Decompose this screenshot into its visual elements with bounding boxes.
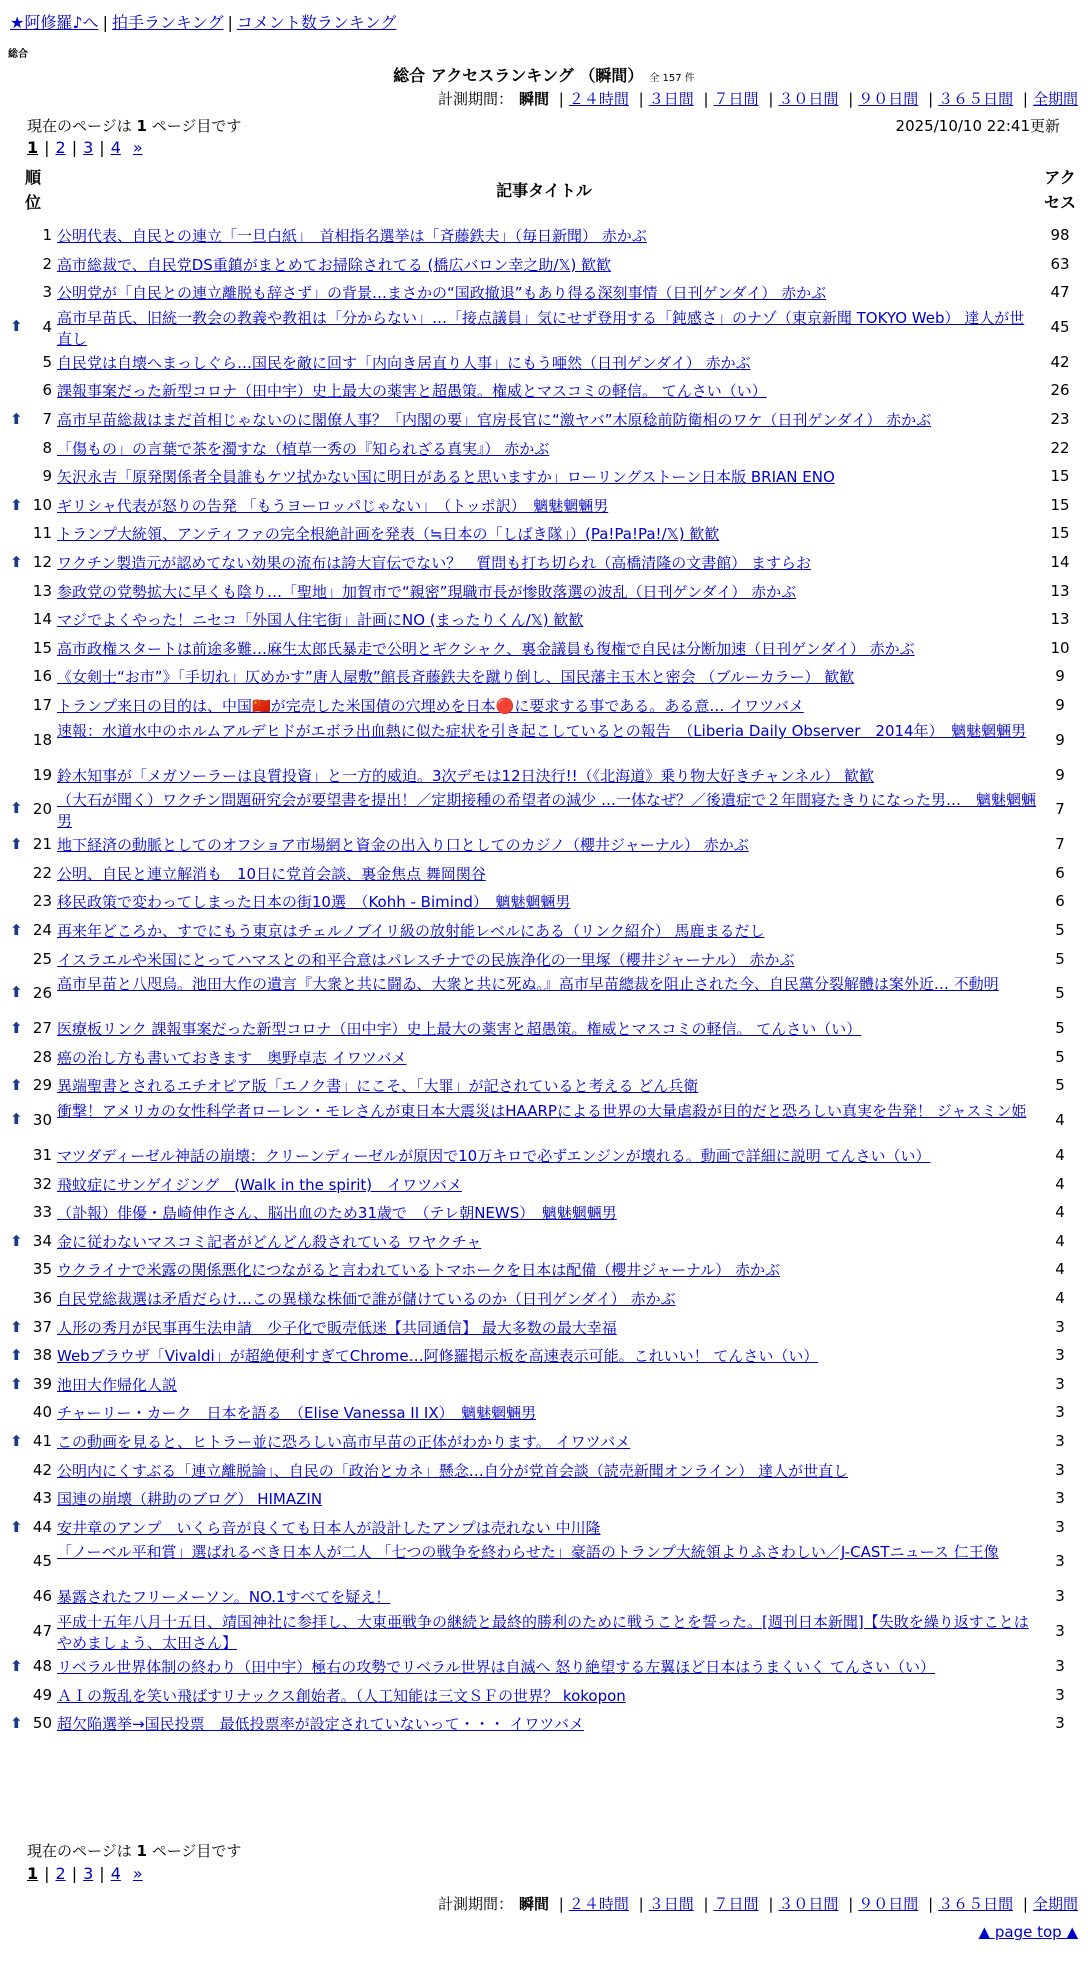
article-title-link[interactable]: 自民党は自壊へまっしぐら…国民を敵に回す「内向き居直り人事」にもう唖然（日刊ゲンダイ） 赤かぶ xyxy=(57,353,751,372)
access-count: 3 xyxy=(1055,1374,1065,1393)
period-label: 計測期間： xyxy=(437,90,513,108)
access-count: 9 xyxy=(1055,730,1065,749)
article-title-link[interactable]: 超欠陥選挙→国民投票 最低投票率が設定されていないって・・・ イワツバメ xyxy=(57,1715,585,1734)
rank-number: 32 xyxy=(32,1174,52,1193)
access-count: 3 xyxy=(1055,1622,1065,1640)
table-row xyxy=(0,251,1088,280)
up-arrow-icon: ⬆ xyxy=(10,316,23,335)
article-title-link[interactable]: 自民党総裁選は矛盾だらけ…この異様な株価で誰が儲けているのか（日刊ゲンダイ） 赤かぶ xyxy=(57,1290,676,1308)
article-title-link[interactable]: Webブラウザ「Vivaldi」が超絶便利すぎてChrome…阿修羅掲示板を高速表示可能。これいい！ てんさい（い） xyxy=(57,1347,819,1366)
period-option-30d[interactable]: ３０日間 xyxy=(778,1895,839,1913)
rank-number: 5 xyxy=(42,352,52,371)
rank-number: 9 xyxy=(42,467,52,486)
table-row xyxy=(0,692,1088,721)
access-count: 13 xyxy=(1050,581,1070,600)
rank-header: 順位 xyxy=(24,168,41,212)
access-count: 3 xyxy=(1055,1460,1065,1479)
article-title-link[interactable]: 癌の治し方も書いておきます 奥野卓志 イワツバメ xyxy=(57,1048,407,1067)
access-count: 10 xyxy=(1050,638,1070,657)
rank-number: 18 xyxy=(32,730,52,749)
rank-number: 43 xyxy=(32,1489,52,1508)
pager-next[interactable]: » xyxy=(132,1864,143,1883)
access-count: 6 xyxy=(1055,863,1065,882)
access-count: 7 xyxy=(1055,835,1065,854)
article-title-link[interactable]: イスラエルや米国にとってハマスとの和平合意はパレスチナでの民族浄化の一里塚（櫻井ジャーナル） 赤かぶ xyxy=(57,950,795,969)
period-selector-bottom: 計測期間： 瞬間 | ２４時間 | ３日間 | ７日間 | ３０日間 | ９０日間 | ３６５日間 | 全期間 xyxy=(437,1895,1078,1913)
table-row xyxy=(0,1199,1088,1228)
rank-number: 41 xyxy=(32,1432,52,1450)
rank-number: 12 xyxy=(32,553,52,571)
up-arrow-icon: ⬆ xyxy=(10,1317,23,1336)
up-arrow-icon: ⬆ xyxy=(10,1657,23,1675)
table-row xyxy=(0,1371,1088,1400)
period-option-all[interactable]: 全期間 xyxy=(1032,1895,1078,1913)
category-label: 総合 xyxy=(8,49,28,60)
rank-number: 45 xyxy=(32,1552,52,1571)
table-row xyxy=(0,917,1088,946)
period-option-90d[interactable]: ９０日間 xyxy=(858,90,919,108)
table-row xyxy=(0,1171,1088,1200)
rank-number: 22 xyxy=(32,863,52,882)
access-count: 3 xyxy=(1055,1657,1065,1675)
article-title-link[interactable]: 高市早苗と八咫烏。池田大作の遺言『大衆と共に闘ゐ、大衆と共に死ぬ。』高市早苗總裁を阻止された今、自民黨分裂解體は案外近… 不動明 xyxy=(57,975,999,994)
access-count: 3 xyxy=(1055,1346,1065,1365)
rank-number: 15 xyxy=(32,638,52,657)
table-row xyxy=(0,377,1088,406)
page-title xyxy=(0,63,1088,86)
period-option-365d[interactable]: ３６５日間 xyxy=(938,90,1014,108)
access-count: 5 xyxy=(1055,921,1065,939)
period-option-7d[interactable]: ７日間 xyxy=(713,90,759,108)
access-count: 26 xyxy=(1050,381,1070,400)
access-count: 4 xyxy=(1055,1203,1065,1222)
table-row xyxy=(0,1072,1088,1101)
article-title-link[interactable]: （訃報）俳優・島崎伸作さん、脳出血のため31歳で （テレ朝NEWS） 魑魅魍魎男 xyxy=(57,1204,617,1223)
rank-number: 49 xyxy=(32,1685,52,1704)
period-option-365d[interactable]: ３６５日間 xyxy=(938,1895,1014,1913)
article-title-link[interactable]: 飛蚊症にサンゲイジング (Walk in the spirit) イワツバメ xyxy=(57,1175,462,1194)
rank-number: 2 xyxy=(42,254,52,273)
table-row xyxy=(0,1142,1088,1171)
article-title-link[interactable]: 再来年どころか、すでにもう東京はチェルノブイリ級の放射能レベルにある（リンク紹介） 馬鹿まるだし xyxy=(57,922,765,940)
rank-number: 17 xyxy=(32,696,52,714)
period-current: 瞬間 xyxy=(518,90,549,108)
table-row xyxy=(0,1399,1088,1428)
rank-number: 46 xyxy=(32,1587,52,1606)
rank-number: 8 xyxy=(42,438,52,457)
rank-number: 10 xyxy=(32,495,52,514)
rank-number: 4 xyxy=(42,317,52,336)
access-count: 3 xyxy=(1055,1403,1065,1422)
access-count: 5 xyxy=(1055,949,1065,968)
rank-number: 25 xyxy=(32,949,52,968)
comment-ranking-link[interactable]: コメント数ランキング xyxy=(236,13,397,32)
table-row xyxy=(0,860,1088,889)
rank-number: 11 xyxy=(32,524,52,543)
period-option-90d[interactable]: ９０日間 xyxy=(858,1895,919,1913)
table-row xyxy=(0,790,1088,831)
rank-number: 35 xyxy=(32,1260,52,1279)
table-row xyxy=(0,549,1088,578)
rank-number: 38 xyxy=(32,1346,52,1365)
access-count: 9 xyxy=(1055,765,1065,784)
table-row xyxy=(0,1542,1088,1583)
pager-page-3[interactable]: 3 xyxy=(83,138,94,157)
article-title-link[interactable]: 速報：水道水中のホルムアルデヒドがエボラ出血熱に似た症状を引き起こしているとの報告 （Liberia Daily Observer 2014年） 魑魅魍魎男 xyxy=(57,721,1027,740)
up-arrow-icon: ⬆ xyxy=(10,921,23,939)
access-count: 15 xyxy=(1050,467,1070,486)
table-row xyxy=(0,721,1088,762)
article-title-link[interactable]: 矢沢永吉「原発関係者全員誰もケツ拭かない国に明日があると思いますか」ローリングストーン日本版 BRIAN ENO xyxy=(57,468,835,487)
rank-number: 44 xyxy=(32,1517,52,1536)
period-option-24h[interactable]: ２４時間 xyxy=(568,90,629,108)
access-count: 6 xyxy=(1055,892,1065,911)
pager-current[interactable]: 1 xyxy=(27,1864,39,1883)
table-row xyxy=(0,1612,1088,1653)
table-row xyxy=(0,279,1088,308)
rank-number: 33 xyxy=(32,1203,52,1222)
access-count: 14 xyxy=(1050,553,1070,571)
rank-number: 42 xyxy=(32,1460,52,1479)
up-arrow-icon: ⬆ xyxy=(10,983,23,1002)
access-count: 4 xyxy=(1055,1146,1065,1164)
rank-number: 14 xyxy=(32,610,52,629)
article-title-link[interactable]: マジでよくやった！ニセコ「外国人住宅街」計画にNO (まったりくん/𝕏) 歓歓 xyxy=(57,611,584,630)
home-link[interactable]: ★阿修羅♪へ xyxy=(10,13,99,32)
period-option-30d[interactable]: ３０日間 xyxy=(778,90,839,108)
article-title-link[interactable]: 国連の崩壊（耕助のブログ） HIMAZIN xyxy=(57,1490,323,1509)
access-count: 3 xyxy=(1055,1432,1065,1450)
updated-timestamp: 2025/10/10 22:41更新 xyxy=(895,117,1060,135)
article-title-link[interactable]: 公明、自民と連立解消も 10日に党首会談、裏金焦点 舞岡関谷 xyxy=(57,864,486,883)
table-row xyxy=(0,349,1088,378)
pager-page-3[interactable]: 3 xyxy=(83,1864,94,1883)
current-page-text: 現在のページは xyxy=(27,1842,132,1860)
rank-number: 24 xyxy=(32,921,52,939)
table-row xyxy=(0,1514,1088,1543)
article-title-link[interactable]: ウクライナで米露の関係悪化につながると言われているトマホークを日本は配備（櫻井ジャーナル） 赤かぶ xyxy=(57,1261,780,1280)
rank-number: 40 xyxy=(32,1403,52,1422)
access-count: 3 xyxy=(1055,1714,1065,1733)
access-count: 63 xyxy=(1050,254,1070,273)
current-page-text: 現在のページは xyxy=(27,117,132,135)
table-row xyxy=(0,463,1088,492)
up-arrow-icon: ⬆ xyxy=(10,495,23,514)
table-row xyxy=(0,606,1088,635)
title-header: 記事タイトル xyxy=(496,181,592,200)
table-row xyxy=(0,1653,1088,1682)
rank-number: 26 xyxy=(32,984,52,1003)
current-page-number: 1 xyxy=(136,117,147,135)
rank-number: 3 xyxy=(42,283,52,302)
pager-bottom: 1 | 2 | 3 | 4 » xyxy=(27,1864,143,1883)
access-header: アクセス xyxy=(1043,168,1076,212)
article-title-link[interactable]: 高市総裁で、自民党DS重鎮がまとめてお掃除されてる (橋広バロン幸之助/𝕏) 歓歓 xyxy=(57,255,612,274)
up-arrow-icon: ⬆ xyxy=(10,1231,23,1250)
article-title-link[interactable]: 暴露されたフリーメーソン。NO.1すべてを疑え！ xyxy=(57,1588,391,1607)
article-title-link[interactable]: 衝撃！アメリカの女性科学者ローレン・モレさんが東日本大震災はHAARPによる世界の大量虐殺が目的だと恐ろしい真実を告発！ ジャスミン姫 xyxy=(57,1102,1027,1120)
article-title-link[interactable]: 池田大作帰化人説 xyxy=(57,1375,178,1394)
up-arrow-icon: ⬆ xyxy=(10,1374,23,1393)
rank-number: 36 xyxy=(32,1289,52,1307)
rank-number: 27 xyxy=(32,1019,52,1038)
article-title-link[interactable]: ＡＩの叛乱を笑い飛ばすリナックス創始者。（人工知能は三文ＳＦの世界？ kokopon xyxy=(57,1686,626,1705)
table-row xyxy=(0,663,1088,692)
rank-number: 6 xyxy=(42,381,52,400)
access-count: 7 xyxy=(1055,800,1065,819)
access-count: 42 xyxy=(1050,352,1070,371)
up-arrow-icon: ⬆ xyxy=(10,835,23,854)
access-count: 5 xyxy=(1055,1019,1065,1038)
up-arrow-icon: ⬆ xyxy=(10,1517,23,1536)
rank-number: 21 xyxy=(32,835,52,854)
article-title-link[interactable]: マツダディーゼル神話の崩壊：クリーンディーゼルが原因で10万キロで必ずエンジンが壊れる。動画で詳細に説明 てんさい（い） xyxy=(57,1147,931,1165)
period-current: 瞬間 xyxy=(518,1895,549,1913)
access-count: 4 xyxy=(1055,1111,1065,1129)
article-title-link[interactable]: 《女剣士“お市”》「手切れ」仄めかす”唐人屋敷”館長斉藤鉄夫を蹴り倒し、国民藩主玉木と密会 （ブルーカラー） 歓歓 xyxy=(57,668,855,687)
access-count: 15 xyxy=(1050,524,1070,543)
access-count: 3 xyxy=(1055,1552,1065,1571)
top-nav: ★阿修羅♪へ | 拍手ランキング | コメント数ランキング xyxy=(10,13,397,32)
table-row xyxy=(0,520,1088,549)
access-count: 98 xyxy=(1050,226,1070,244)
current-page-suffix: ページ目です xyxy=(151,117,242,135)
article-title-link[interactable]: 医療板リンク 課報事案だった新型コロナ（田中宇）史上最大の薬害と超愚策。権威とマスコミの軽信。 てんさい（い） xyxy=(57,1020,862,1039)
access-count: 9 xyxy=(1055,667,1065,686)
access-count: 5 xyxy=(1055,1076,1065,1095)
table-row xyxy=(0,1342,1088,1371)
article-title-link[interactable]: 課報事案だった新型コロナ（田中宇）史上最大の薬害と超愚策。権威とマスコミの軽信。 てんさい（い） xyxy=(57,382,767,401)
rank-number: 39 xyxy=(32,1374,52,1393)
table-row xyxy=(0,406,1088,435)
article-title-link[interactable]: ワクチン製造元が認めてない効果の流布は誇大盲伝でない？ 質問も打ち切られ（高橋清隆の文書館） ますらお xyxy=(57,554,812,572)
article-title-link[interactable]: 異端聖書とされるエチオピア版「エノク書」にこそ、「大罪」が記されていると考える どん兵衛 xyxy=(57,1077,699,1096)
access-count: 5 xyxy=(1055,984,1065,1003)
access-count: 3 xyxy=(1055,1517,1065,1536)
article-title-link[interactable]: トランプ大統領、アンティファの完全根絶計画を発表（≒日本の「しばき隊」）(Pa!Pa!Pa!/𝕏) 歓歓 xyxy=(57,525,720,544)
access-count: 4 xyxy=(1055,1174,1065,1193)
article-title-link[interactable]: チャーリー・カーク 日本を語る （Elise Vanessa II IX） 魑魅魍魎男 xyxy=(57,1404,537,1423)
up-arrow-icon: ⬆ xyxy=(10,1019,23,1038)
pager-page-2[interactable]: 2 xyxy=(55,1864,66,1883)
current-page-info xyxy=(27,115,241,136)
article-title-link[interactable]: この動画を見ると、ヒトラー並に恐ろしい高市早苗の正体がわかります。 イワツバメ xyxy=(57,1433,631,1451)
pager-current[interactable]: 1 xyxy=(27,138,39,157)
article-title-link[interactable]: 参政党の党勢拡大に早くも陰り…「聖地」加賀市で“親密”現職市長が惨敗落選の波乱（日刊ゲンダイ） 赤かぶ xyxy=(57,582,797,601)
up-arrow-icon: ⬆ xyxy=(10,799,23,818)
up-arrow-icon: ⬆ xyxy=(10,410,23,428)
access-count: 47 xyxy=(1050,283,1070,302)
period-label: 計測期間： xyxy=(437,1895,513,1913)
table-row xyxy=(0,578,1088,607)
article-title-link[interactable]: 「傷もの」の言葉で茶を濁すな（植草一秀の『知られざる真実』） 赤かぶ xyxy=(57,439,550,458)
rank-number: 29 xyxy=(32,1076,52,1095)
table-row xyxy=(0,1285,1088,1314)
rank-number: 30 xyxy=(32,1111,52,1129)
period-option-3d[interactable]: ３日間 xyxy=(648,1895,694,1913)
table-row xyxy=(0,1101,1088,1142)
table-row xyxy=(0,974,1088,1015)
rank-number: 16 xyxy=(32,667,52,686)
rank-number: 19 xyxy=(32,765,52,784)
period-selector-top: 計測期間： 瞬間 | ２４時間 | ３日間 | ７日間 | ３０日間 | ９０日間 | ３６５日間 | 全期間 xyxy=(437,90,1078,108)
article-title-link[interactable]: 平成十五年八月十五日、靖国神社に参拝し、大東亜戦争の継続と最終的勝利のために戦うことを誓った。[週刊日本新聞]【失敗を繰り返すことはやめましょう、太田さん】 xyxy=(57,1613,1029,1652)
access-count: 3 xyxy=(1055,1317,1065,1336)
table-row xyxy=(0,1314,1088,1343)
access-count: 4 xyxy=(1055,1260,1065,1279)
article-title-link[interactable]: ギリシャ代表が怒りの告発 「もうヨーロッパじゃない」 （トッポ訳） 魑魅魍魎男 xyxy=(57,496,609,515)
table-row xyxy=(0,635,1088,664)
article-title-link[interactable]: 高市早苗総裁はまだ首相じゃないのに閣僚人事？「内閣の要」官房長官に“激ヤバ”木原稔前防衛相のワケ（日刊ゲンダイ） 赤かぶ xyxy=(57,411,932,429)
article-title-link[interactable]: 公明党が「自民との連立離脱も辞さず」の背景…まさかの“国政撤退”もあり得る深刻事情（日刊ゲンダイ） 赤かぶ xyxy=(57,284,827,303)
rank-number: 7 xyxy=(42,410,52,428)
page-title-text: 総合 アクセスランキング （瞬間） xyxy=(393,66,644,85)
table-row xyxy=(0,1428,1088,1457)
article-title-link[interactable]: 高市政権スタートは前途多難…麻生太郎氏暴走で公明とギクシャク、裏金議員も復権で自民は分断加速（日刊ゲンダイ） 赤かぶ xyxy=(57,639,915,658)
pager-next[interactable]: » xyxy=(132,138,143,157)
table-row xyxy=(0,1228,1088,1257)
table-row xyxy=(0,492,1088,521)
access-count: 45 xyxy=(1050,317,1070,336)
period-option-3d[interactable]: ３日間 xyxy=(648,90,694,108)
table-row xyxy=(0,1256,1088,1285)
period-option-24h[interactable]: ２４時間 xyxy=(568,1895,629,1913)
access-count: 13 xyxy=(1050,610,1070,629)
table-row xyxy=(0,435,1088,464)
article-title-link[interactable]: 人形の秀月が民事再生法申請 少子化で販売低迷【共同通信】 最大多数の最大幸福 xyxy=(57,1318,617,1337)
total-count: 全 157 件 xyxy=(649,73,695,84)
article-title-link[interactable]: 高市早苗氏、旧統一教会の教義や教祖は「分からない」…「接点議員」気にせず登用する「鈍感さ」のナゾ（東京新聞 TOKYO Web） 達人が世直し xyxy=(57,308,1025,348)
article-title-link[interactable]: 「ノーベル平和賞」選ばれるべき日本人が二人 「七つの戦争を終わらせた」豪語のトランプ大統領よりふさわしい／J-CASTニュース 仁王像 xyxy=(57,1543,999,1562)
access-count: 22 xyxy=(1050,438,1070,457)
up-arrow-icon: ⬆ xyxy=(10,1346,23,1365)
up-arrow-icon: ⬆ xyxy=(10,1110,23,1128)
access-count: 15 xyxy=(1050,495,1070,514)
access-count: 5 xyxy=(1055,1047,1065,1066)
pager-page-4[interactable]: 4 xyxy=(110,1864,121,1883)
article-title-link[interactable]: 移民政策で変わってしまった日本の街10選 （Kohh - Bimind） 魑魅魍魎男 xyxy=(57,893,571,912)
table-row xyxy=(0,1015,1088,1044)
access-count: 23 xyxy=(1050,410,1070,428)
pager-page-2[interactable]: 2 xyxy=(55,138,66,157)
rank-number: 28 xyxy=(32,1047,52,1066)
article-title-link[interactable]: 地下経済の動脈としてのオフショア市場網と資金の出入り口としてのカジノ（櫻井ジャーナル） 赤かぶ xyxy=(57,836,749,855)
table-row xyxy=(0,1044,1088,1073)
rank-number: 1 xyxy=(42,226,52,244)
table-row xyxy=(0,1485,1088,1514)
current-page-suffix: ページ目です xyxy=(151,1842,242,1860)
access-count: 3 xyxy=(1055,1587,1065,1606)
article-title-link[interactable]: 公明代表、自民との連立「一旦白紙」 首相指名選挙は「斉藤鉄夫」（毎日新聞） 赤かぶ xyxy=(57,227,647,245)
period-option-7d[interactable]: ７日間 xyxy=(713,1895,759,1913)
article-title-link[interactable]: 金に従わないマスコミ記者がどんどん殺されている ワヤクチャ xyxy=(57,1232,482,1251)
table-row xyxy=(0,946,1088,975)
page-top-link[interactable]: ▲ page top ▲ xyxy=(978,1923,1078,1941)
table-row xyxy=(0,308,1088,349)
rank-number: 34 xyxy=(32,1231,52,1250)
access-count: 9 xyxy=(1055,696,1065,714)
table-row xyxy=(0,888,1088,917)
table-row xyxy=(0,1583,1088,1612)
rank-number: 13 xyxy=(32,581,52,600)
article-title-link[interactable]: リベラル世界体制の終わり（田中宇）極右の攻勢でリベラル世界は自滅へ 怒り絶望する左翼ほど日本はうまくいく てんさい（い） xyxy=(57,1658,936,1676)
table-row xyxy=(0,1710,1088,1739)
up-arrow-icon: ⬆ xyxy=(10,553,23,571)
applause-ranking-link[interactable]: 拍手ランキング xyxy=(111,13,224,32)
current-page-info-bottom xyxy=(27,1840,241,1861)
rank-number: 20 xyxy=(32,800,52,819)
up-arrow-icon: ⬆ xyxy=(10,1076,23,1095)
article-title-link[interactable]: トランプ来日の目的は、中国🇨🇳が完売した米国債の穴埋めを日本🔴に要求する事である。ある意… イワツバメ xyxy=(57,697,804,715)
access-count: 4 xyxy=(1055,1231,1065,1250)
table-row xyxy=(0,1457,1088,1486)
pager-top: 1 | 2 | 3 | 4 » xyxy=(27,138,143,157)
rank-number: 31 xyxy=(32,1146,52,1164)
table-row xyxy=(0,762,1088,791)
table-header xyxy=(0,165,1088,215)
article-title-link[interactable]: 公明内にくすぶる「連立離脱論」、自民の「政治とカネ」懸念…自分が党首会談（読売新聞オンライン） 達人が世直し xyxy=(57,1461,849,1480)
rank-number: 47 xyxy=(32,1622,52,1640)
rank-number: 50 xyxy=(32,1714,52,1733)
current-page-number: 1 xyxy=(136,1842,147,1860)
article-title-link[interactable]: （大石が聞く）ワクチン問題研究会が要望書を提出！／定期接種の希望者の減少 …一体なぜ？／後遺症で２年間寝たきりになった男… 魑魅魍魎男 xyxy=(57,791,1037,831)
up-arrow-icon: ⬆ xyxy=(10,1714,23,1733)
period-option-all[interactable]: 全期間 xyxy=(1032,90,1078,108)
rank-number: 37 xyxy=(32,1317,52,1336)
up-arrow-icon: ⬆ xyxy=(10,1432,23,1450)
access-count: 3 xyxy=(1055,1685,1065,1704)
pager-page-4[interactable]: 4 xyxy=(110,138,121,157)
article-title-link[interactable]: 安井章のアンプ＿いくら音が良くても日本人が設計したアンプは売れない 中川隆 xyxy=(57,1518,601,1537)
rank-number: 23 xyxy=(32,892,52,911)
table-row xyxy=(0,1682,1088,1711)
rank-number: 48 xyxy=(32,1657,52,1675)
table-row xyxy=(0,831,1088,860)
article-title-link[interactable]: 鈴木知事が「メガソーラーは良質投資」と一方的威迫。3次デモは12日決行!!（《北海道》乗り物大好きチャンネル） 歓歓 xyxy=(57,766,875,785)
access-count: 4 xyxy=(1055,1289,1065,1307)
access-count: 3 xyxy=(1055,1489,1065,1508)
table-row xyxy=(0,222,1088,251)
